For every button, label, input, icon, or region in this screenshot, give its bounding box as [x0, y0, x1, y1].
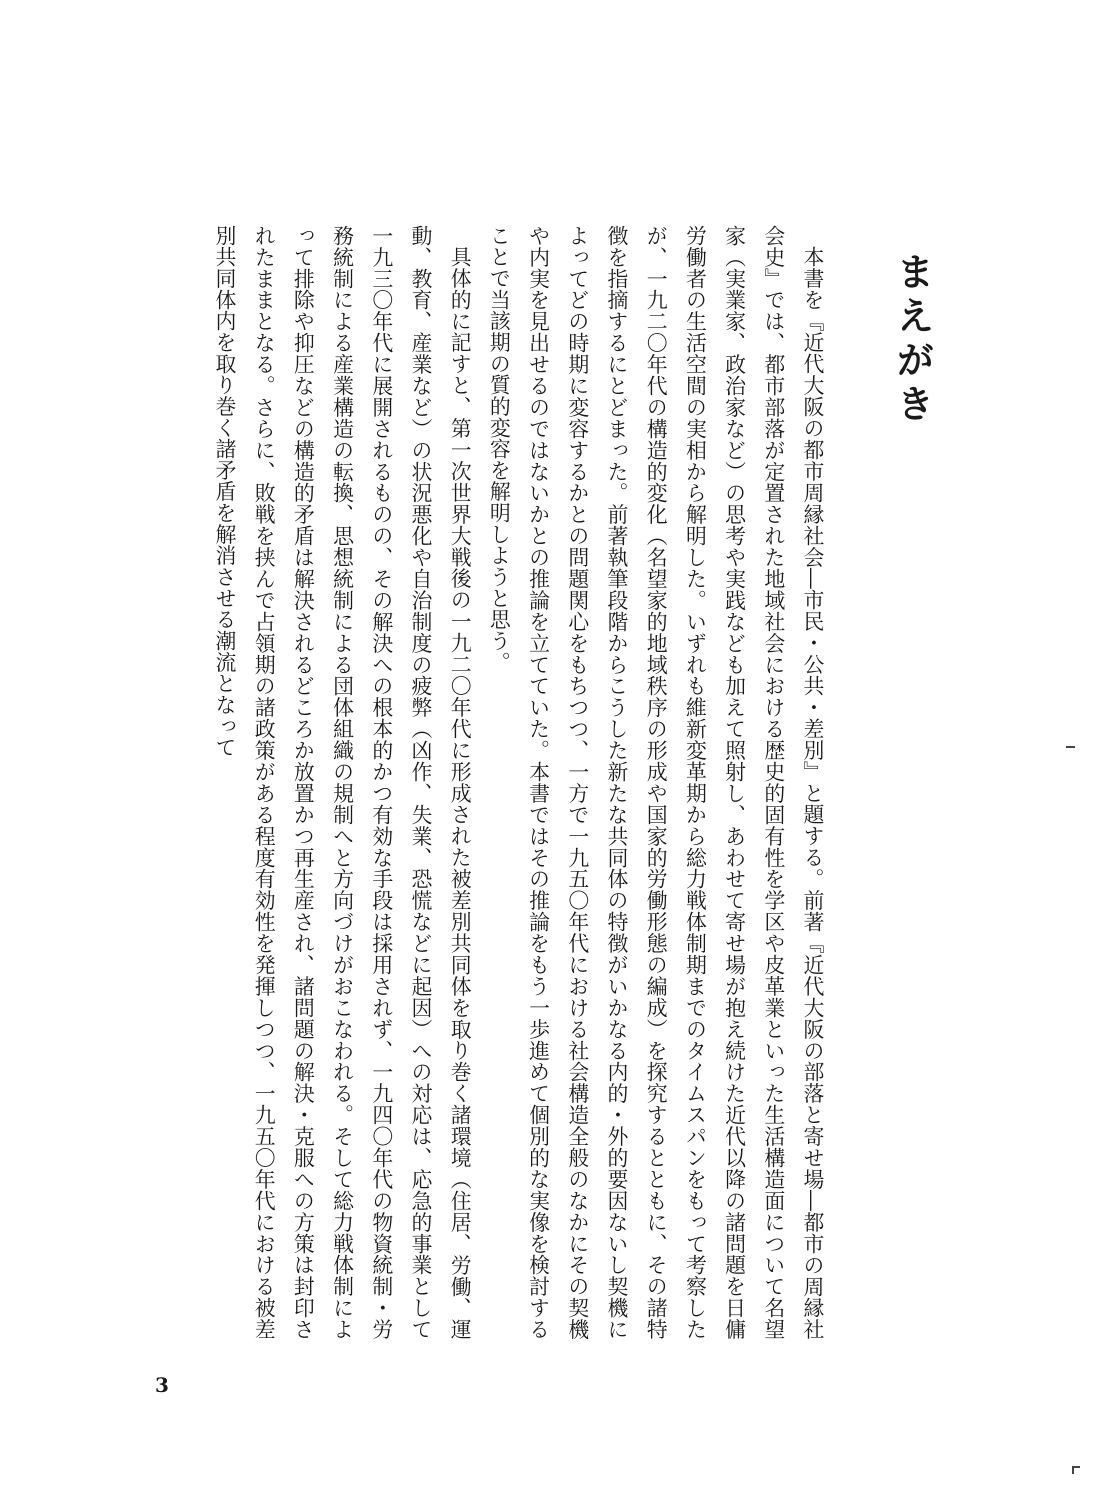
paragraph: 本書を『近代大阪の都市周縁社会―市民・公共・差別』と題する。前著『近代大阪の部落と寄せ場―都市の周縁社会史』では、都市部落が定置された地域社会における歴史的固有性を学区や皮革業といった生活構造面について名望家（実業家、政治家など）の思考や実践なども加えて照射し、あわせて寄せ場が抱え続けた近代以降の諸問題を日傭労働者の生活空間の実相から解明した。いずれも維新変革期から総力戦体制期までのタイムスパンをもって考察したが、一九二〇年代の構造的変化（名望家的地域秩序の形成や国家的労働形態の編成）を探究するとともに、その諸特徴を指摘するにとどまった。前著執筆段階からこうした新たな共同体の特徴がいかなる内的・外的要因ないし契機によってどの時期に変容するかとの問題関心をもちつつ、一方で一九五〇年代における社会構造全般のなかにその契機や内実を見出せるのではないかとの推論を立てていた。本書ではその推論をもう一歩進めて個別的な実像を検討することで当該期の質的変容を解明しようと思う。: [486, 225, 824, 1340]
crop-mark: [1066, 746, 1075, 748]
page-number: 3: [155, 1373, 169, 1397]
body-text: [125, 225, 831, 1340]
chapter-title: まえがき: [890, 252, 935, 428]
crop-mark: [1072, 1466, 1074, 1474]
paragraph: 具体的に記すと、第一次世界大戦後の一九二〇年代に形成された被差別共同体を取り巻く諸環境（住居、労働、運動、教育、産業など）の状況悪化や自治制度の疲弊（凶作、失業、恐慌などに起因）への対応は、応急的事業として一九三〇年代に展開されるものの、その解決への根本的かつ有効な手段は採用されず、一九四〇年代の物資統制・労務統制による産業構造の転換、思想統制による団体組織の規制へと方向づけがおこなわれる。そして総力戦体制によって排除や抑圧などの構造的矛盾は解決されるどころか放置かつ再生産され、諸問題の解決・克服への方策は封印されたままとなる。さらに、敗戦を挟んで占領期の諸政策がある程度有効性を発揮しつつ、一九五〇年代における被差別共同体内を取り巻く諸矛盾を解消させる潮流となって: [211, 225, 472, 1340]
